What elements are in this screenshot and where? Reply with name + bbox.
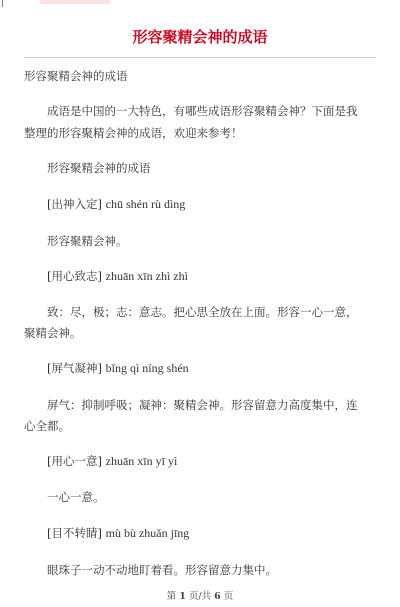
page-footer	[0, 591, 400, 603]
idiom-term: [目不转睛]	[47, 526, 102, 540]
idiom-term: [出神入定]	[47, 197, 102, 211]
idiom-entry	[47, 196, 185, 212]
idiom-entry	[47, 268, 188, 284]
footer-middle: 页/共	[188, 591, 212, 602]
intro-line-1: 成语是中国的一大特色，有哪些成语形容聚精会神？下面是我	[47, 104, 358, 118]
section-heading: 形容聚精会神的成语	[47, 161, 151, 175]
title-divider	[24, 57, 376, 58]
idiom-pinyin: zhuān xīn yī yì	[105, 454, 178, 468]
idiom-pinyin: mù bù zhuǎn jīng	[105, 526, 190, 540]
idiom-pinyin: zhuān xīn zhì zhì	[105, 269, 188, 283]
intro-line-2: 整理的形容聚精会神的成语，欢迎来参考！	[24, 126, 243, 140]
idiom-entry	[47, 453, 177, 469]
document-title: 形容聚精会神的成语	[132, 28, 268, 46]
total-pages-number: 6	[214, 591, 221, 602]
idiom-entry	[47, 360, 189, 376]
idiom-definition: 一心一意。	[47, 490, 105, 504]
top-edge-mark	[2, 0, 3, 7]
idiom-definition: 形容聚精会神。	[47, 234, 128, 248]
idiom-entry	[47, 525, 189, 541]
idiom-pinyin: bǐng qì níng shén	[105, 361, 189, 375]
footer-suffix: 页	[223, 591, 234, 602]
top-edge-fragment	[40, 0, 110, 4]
idiom-definition: 屏气：抑制呼吸；凝神：聚精会神。形容留意力高度集中，连	[47, 398, 358, 412]
idiom-definition-cont: 心全都。	[24, 419, 70, 433]
footer-prefix: 第	[166, 591, 177, 602]
subheading: 形容聚精会神的成语	[24, 69, 128, 83]
idiom-definition: 眼珠子一动不动地盯着看。形容留意力集中。	[47, 563, 277, 577]
idiom-definition: 致：尽，极；志：意志。把心思全放在上面。形容一心一意，	[47, 305, 358, 319]
idiom-pinyin: chū shén rù dìng	[105, 197, 186, 211]
idiom-term: [屏气凝神]	[47, 361, 102, 375]
idiom-term: [用心致志]	[47, 269, 102, 283]
idiom-term: [用心一意]	[47, 454, 102, 468]
idiom-definition-cont: 聚精会神。	[24, 326, 82, 340]
current-page-number: 1	[179, 591, 186, 602]
